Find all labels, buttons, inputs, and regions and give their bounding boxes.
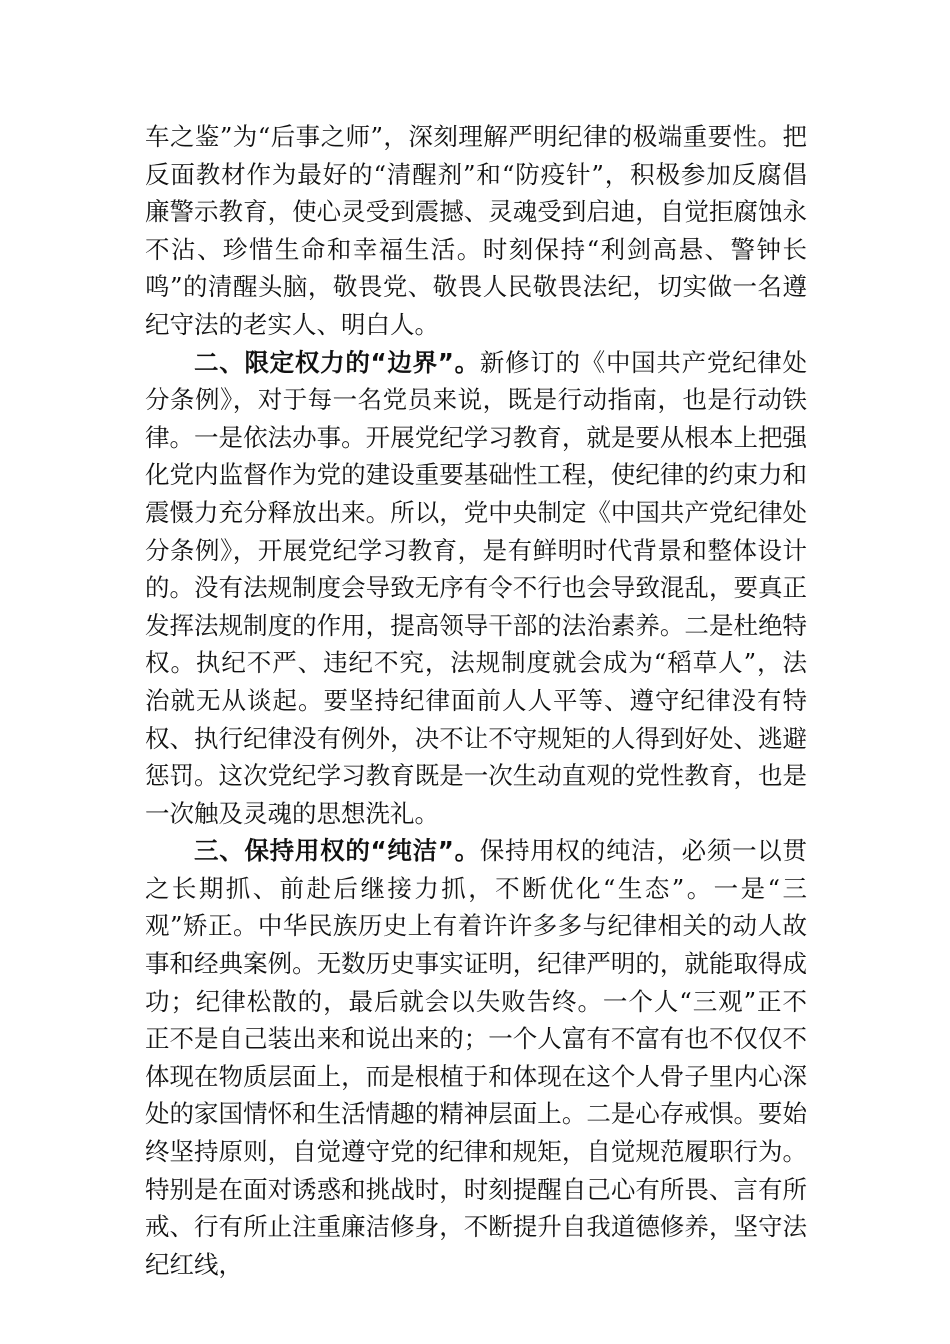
section-three-heading: 三、保持用权的“纯洁”。 — [194, 836, 480, 866]
section-two-text: 新修订的《中国共产党纪律处分条例》，对于每一名党员来说，既是行动指南，也是行动铁律。一是依法办事。开展党纪学习教育，就是要从根本上把强化党内监督作为党的建设重要基础性工程，使纪律的约束力和震慑力充分释放出来。所以，党中央制定《中国共产党纪律处分条例》，开展党纪学习教育，是有鲜明时代背景和整体设计的。没有法规制度会导致无序有令不行也会导致混乱，要真正发挥法规制度的作用，提高领导干部的法治素养。二是杜绝特权。执纪不严、违纪不究，法规制度就会成为“稻草人”，法治就无从谈起。要坚持纪律面前人人平等、遵守纪律没有特权、执行纪律没有例外，决不让不守规矩的人得到好处、逃避惩罚。这次党纪学习教育既是一次生动直观的党性教育，也是一次触及灵魂的思想洗礼。 — [145, 347, 808, 828]
paragraph-section-three — [145, 832, 807, 1283]
section-two-heading: 二、限定权力的“边界”。 — [194, 347, 480, 377]
paragraph-1-text: 车之鉴”为“后事之师”，深刻理解严明纪律的极端重要性。把反面教材作为最好的“清醒剂”和“防疫针”，积极参加反腐倡廉警示教育，使心灵受到震撼、灵魂受到启迪，自觉拒腐蚀永不沾、珍惜生命和幸福生活。时刻保持“利剑高悬、警钟长鸣”的清醒头脑，敬畏党、敬畏人民敬畏法纪，切实做一名遵纪守法的老实人、明白人。 — [145, 122, 807, 339]
section-three-text: 保持用权的纯洁，必须一以贯之长期抓、前赴后继接力抓，不断优化“生态”。一是“三观”矫正。中华民族历史上有着许许多多与纪律相关的动人故事和经典案例。无数历史事实证明，纪律严明的，就能取得成功；纪律松散的，最后就会以失败告终。一个人“三观”正不正不是自己装出来和说出来的；一个人富有不富有也不仅仅不体现在物质层面上，而是根植于和体现在这个人骨子里内心深处的家国情怀和生活情趣的精神层面上。二是心存戒惧。要始终坚持原则，自觉遵守党的纪律和规矩，自觉规范履职行为。特别是在面对诱惑和挑战时，时刻提醒自己心有所畏、言有所戒、行有所止注重廉洁修身，不断提升自我道德修养，坚守法纪红线， — [145, 836, 808, 1279]
paragraph-section-two — [145, 344, 807, 833]
paragraph-continuation — [145, 118, 807, 344]
document-page — [145, 118, 807, 1283]
